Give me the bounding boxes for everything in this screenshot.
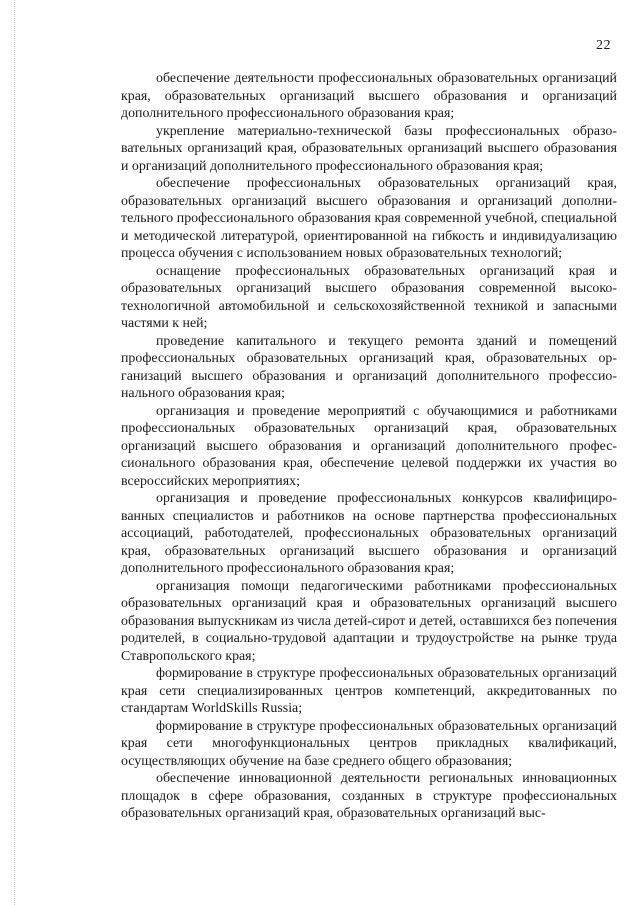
paragraph-3: обеспечение профессиональных образовательных организаций края, образовательных организаций высшего образования и организаций дополнительного профессионального образования края современной учебной, специальной и методической литературой, ориентированной на гибкость и индивидуализацию процесса обучения с использованием новых образовательных технологий; <box>121 176 617 261</box>
paragraph-1: обеспечение деятельности профессиональных образовательных организаций края, образовательных организаций высшего образования и организаций дополнительного профессионального образования края; <box>121 71 617 121</box>
paragraph-7: организация и проведение профессиональных конкурсов квалифицированных специалистов и работников на основе партнерства профессиональных ассоциаций, работодателей, профессиональных образовательных организаций края, образовательных организаций высшего образования и организаций дополнительного профессионального образования края; <box>121 491 617 576</box>
paragraph-5: проведение капитального и текущего ремонта зданий и помещений профессиональных образовательных организаций края, образовательных организаций высшего образования и организаций дополнительного профессионального образования края; <box>121 333 617 401</box>
paragraph-10: формирование в структуре профессиональных образовательных организаций края сети многофункциональных центров прикладных квалификаций, осуществляющих обучение на базе среднего общего образования; <box>121 718 617 769</box>
paragraph-11: обеспечение инновационной деятельности региональных инновационных площадок в сфере образования, созданных в структуре профессиональных образовательных организаций края, образовательных организаций выс- <box>121 771 617 821</box>
page-number: 22 <box>596 38 611 53</box>
scan-edge-line <box>14 0 16 905</box>
paragraph-8: организация помощи педагогическими работниками профессиональных образовательных организаций края и образовательных организаций высшего образования выпускникам из числа детей-сирот и детей, оставшихся без попечения родителей, в социально-трудовой адаптации и трудоустройстве на рынке труда Ставропольского края; <box>121 578 617 664</box>
paragraph-6: организация и проведение мероприятий с обучающимися и работниками профессиональных образовательных организаций края, образовательных организаций высшего образования и организаций дополнительного профессионального образования края, обеспечение целевой поддержки их участия во всероссийских мероприятиях; <box>121 403 617 489</box>
document-body <box>121 70 617 823</box>
paragraph-2: укрепление материально-технической базы профессиональных образовательных организаций края, образовательных организаций высшего образования и организаций дополнительного профессионального образования края; <box>121 123 617 174</box>
paragraph-9: формирование в структуре профессиональных образовательных организаций края сети специализированных центров компетенций, аккредитованных по стандартам WorldSkills Russia; <box>121 666 617 716</box>
paragraph-4: оснащение профессиональных образовательных организаций края и образовательных организаций высшего образования современной высокотехнологичной автомобильной и сельскохозяйственной техникой и запасными частями к ней; <box>121 263 617 331</box>
